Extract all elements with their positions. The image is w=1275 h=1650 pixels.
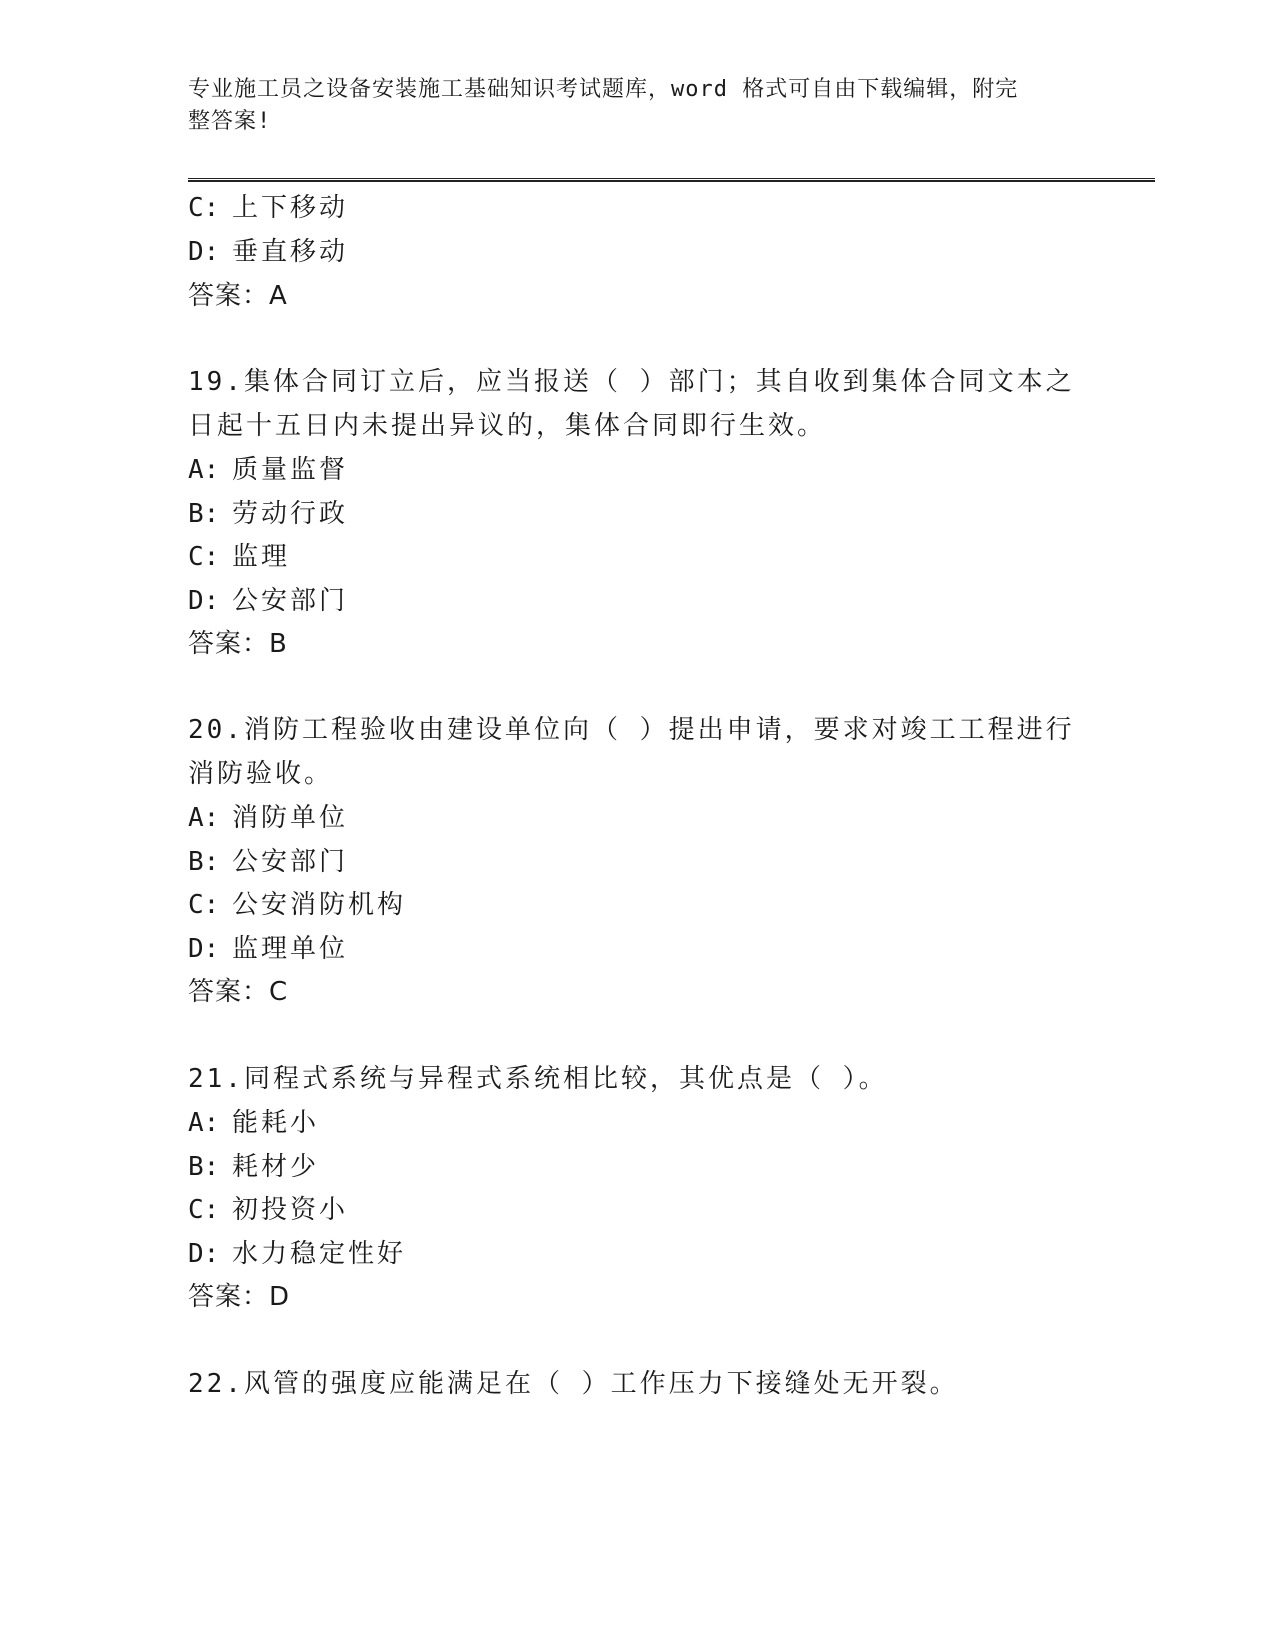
option-a (188, 801, 348, 835)
question-stem-continued: 消防验收。 (188, 759, 334, 789)
option-text: 质量监督 (232, 455, 349, 485)
option-text: 公安部门 (232, 847, 349, 877)
option-text: 初投资小 (232, 1195, 349, 1225)
header-line-1: 专业施工员之设备安装施工基础知识考试题库，word 格式可自由下载编辑，附完 (188, 77, 1019, 102)
option-letter: C: (188, 193, 220, 223)
option-letter: D: (188, 237, 220, 267)
question-stem: 21.同程式系统与异程式系统相比较，其优点是（ ）。 (188, 1064, 888, 1094)
option-c (188, 888, 406, 922)
option-text: 垂直移动 (232, 237, 349, 267)
question-stem-continued: 日起十五日内未提出异议的，集体合同即行生效。 (188, 411, 827, 441)
option-a (188, 453, 348, 487)
option-letter: B: (188, 1152, 220, 1182)
option-letter: A: (188, 803, 220, 833)
question-stem: 22.风管的强度应能满足在（ ）工作压力下接缝处无开裂。 (188, 1369, 959, 1399)
option-text: 能耗小 (232, 1108, 320, 1138)
question-stem: 20.消防工程验收由建设单位向（ ）提出申请，要求对竣工工程进行 (188, 715, 1075, 745)
option-d (188, 584, 348, 618)
header-line-2: 整答案! (188, 109, 272, 134)
question-stem: 19.集体合同订立后，应当报送（ ）部门；其自收到集体合同文本之 (188, 367, 1075, 397)
option-letter: C: (188, 1195, 220, 1225)
option-text: 上下移动 (232, 193, 349, 223)
option-text: 劳动行政 (232, 499, 349, 529)
document-header (188, 74, 1068, 138)
option-text: 消防单位 (232, 803, 349, 833)
option-letter: D: (188, 586, 220, 616)
option-c (188, 1193, 348, 1227)
option-letter: C: (188, 542, 220, 572)
option-letter: D: (188, 1239, 220, 1269)
option-b (188, 845, 348, 879)
answer-line: 答案：D (188, 1282, 291, 1312)
option-a (188, 1106, 319, 1140)
option-b (188, 1150, 319, 1184)
option-letter: A: (188, 455, 220, 485)
option-letter: B: (188, 847, 220, 877)
option-text: 监理 (232, 542, 291, 572)
header-divider (188, 178, 1155, 182)
option-text: 公安消防机构 (232, 890, 407, 920)
option-letter: C: (188, 890, 220, 920)
option-b (188, 497, 348, 531)
option-text: 水力稳定性好 (232, 1239, 407, 1269)
answer-line: 答案：B (188, 629, 288, 659)
option-d (188, 235, 348, 269)
option-letter: B: (188, 499, 220, 529)
option-d (188, 1237, 406, 1271)
option-c (188, 540, 290, 574)
option-d (188, 932, 348, 966)
option-text: 公安部门 (232, 586, 349, 616)
option-letter: D: (188, 934, 220, 964)
answer-line: 答案：C (188, 977, 289, 1007)
option-c (188, 191, 348, 225)
option-text: 监理单位 (232, 934, 349, 964)
option-letter: A: (188, 1108, 220, 1138)
answer-line: 答案：A (188, 281, 288, 311)
option-text: 耗材少 (232, 1152, 320, 1182)
